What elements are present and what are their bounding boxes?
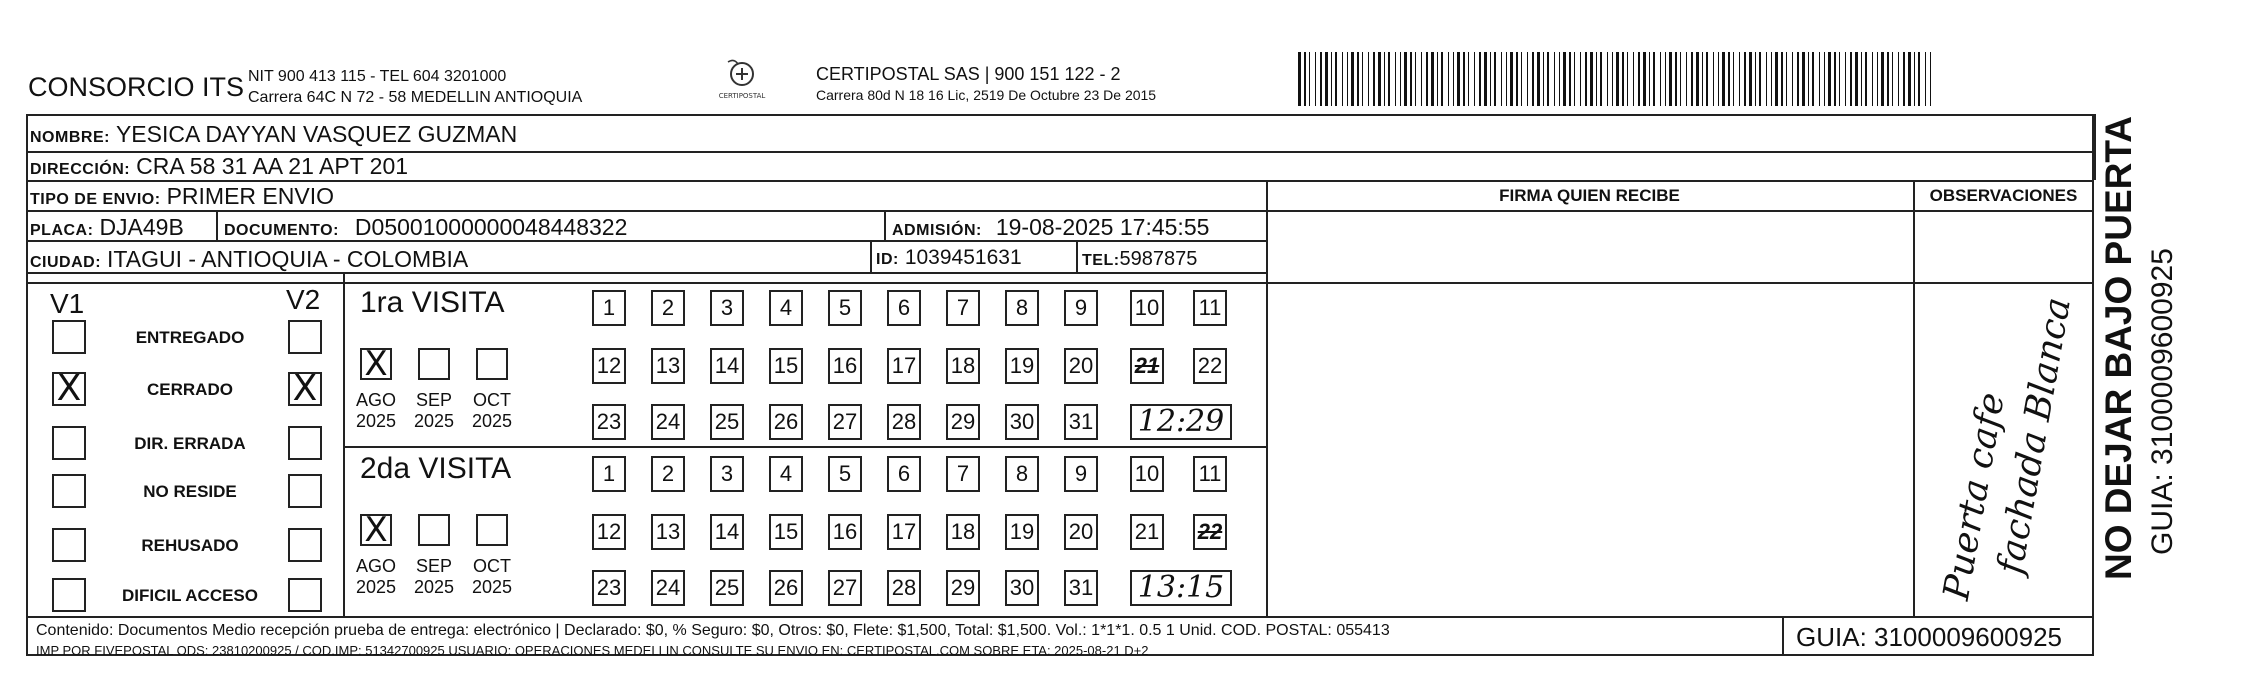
day-box[interactable]: 23 <box>592 570 626 606</box>
barcode-bar <box>1574 52 1575 106</box>
barcode-bar <box>1543 52 1544 106</box>
barcode-bar <box>1686 52 1687 106</box>
day-box[interactable]: 6 <box>887 290 921 326</box>
month-year: 2025 <box>355 411 397 431</box>
day-box[interactable]: 24 <box>651 404 685 440</box>
barcode-bar <box>1501 52 1502 106</box>
day-box[interactable]: 14 <box>710 348 744 384</box>
status-option-label: CERRADO <box>147 380 233 399</box>
barcode-bar <box>1653 52 1655 106</box>
barcode-bar <box>1431 52 1434 106</box>
barcode-bar <box>1702 52 1703 106</box>
barcode-bar <box>1643 52 1646 106</box>
barcode-bar <box>1930 52 1931 106</box>
day-box[interactable]: 15 <box>769 514 803 550</box>
no-dejar-bajo-puerta: NO DEJAR BAJO PUERTA <box>2098 116 2139 580</box>
month-checkbox[interactable] <box>418 514 450 546</box>
day-box[interactable]: 9 <box>1064 290 1098 326</box>
barcode-bar <box>1298 52 1301 106</box>
v1-checkbox[interactable] <box>52 578 86 612</box>
v1-checkbox[interactable]: X <box>52 372 86 406</box>
ciudad-value: ITAGUI - ANTIOQUIA - COLOMBIA <box>107 246 469 272</box>
day-box[interactable]: 17 <box>887 514 921 550</box>
month-label <box>350 390 402 432</box>
month-label <box>408 556 460 598</box>
barcode-bar <box>1733 52 1734 106</box>
barcode-bar <box>1660 52 1661 106</box>
barcode-bar <box>1855 52 1858 106</box>
day-box[interactable]: 27 <box>828 570 862 606</box>
tipo-envio-label: TIPO DE ENVIO: <box>30 191 161 208</box>
barcode-bar <box>1696 52 1699 106</box>
month-checkbox[interactable] <box>476 514 508 546</box>
day-box[interactable]: 30 <box>1005 404 1039 440</box>
barcode-bar <box>1828 52 1831 106</box>
barcode-bar <box>1908 52 1911 106</box>
barcode-bar <box>1627 52 1628 106</box>
barcode-bar <box>1569 52 1571 106</box>
barcode-bar <box>1347 52 1348 106</box>
barcode-bar <box>1516 52 1518 106</box>
barcode-bar <box>1415 52 1416 106</box>
barcode-bar <box>1728 52 1730 106</box>
tipo-envio-value: PRIMER ENVIO <box>166 183 334 209</box>
day-box[interactable]: 14 <box>710 514 744 550</box>
month-name: OCT <box>473 390 511 410</box>
day-box[interactable]: 29 <box>946 404 980 440</box>
v2-checkbox[interactable] <box>288 474 322 508</box>
barcode-bar <box>1325 52 1328 106</box>
month-checkbox[interactable] <box>418 348 450 380</box>
barcode-bar <box>1713 52 1714 106</box>
v2-label: V2 <box>286 284 321 315</box>
direccion-value: CRA 58 31 AA 21 APT 201 <box>136 153 409 179</box>
barcode-bar <box>1771 52 1772 106</box>
barcode-bar <box>1755 52 1756 106</box>
barcode-bar <box>1315 52 1316 106</box>
barcode-bar <box>1563 52 1566 106</box>
footer-guia: GUIA: 3100009600925 <box>1796 622 2062 652</box>
barcode-bar <box>1559 52 1560 106</box>
month-year: 2025 <box>471 411 513 431</box>
v2-checkbox[interactable] <box>288 320 322 354</box>
barcode-bar <box>1342 52 1343 106</box>
company-nit: NIT 900 413 115 - TEL 604 3201000 <box>248 68 507 85</box>
day-box[interactable]: 18 <box>946 514 980 550</box>
footer-imp: IMP POR FIVEPOSTAL ODS: 23810200925 / COD.IMP: 51342700925 USUARIO: OPERACIONES MEDELLIN CONSULTE SU ENVIO EN: CERTIPOSTAL.COM SOBRE ETA: 2025-08-21 D+2 <box>36 643 1149 658</box>
barcode-bar <box>1759 52 1761 106</box>
day-box[interactable]: 19 <box>1005 514 1039 550</box>
day-box[interactable]: 27 <box>828 404 862 440</box>
barcode-bar <box>1633 52 1634 106</box>
v2-checkbox[interactable] <box>288 578 322 612</box>
barcode-bar <box>1812 52 1814 106</box>
month-year: 2025 <box>413 577 455 597</box>
barcode-bar <box>1718 52 1719 106</box>
barcode-bar <box>1792 52 1793 106</box>
barcode-bar <box>1781 52 1783 106</box>
id-value: 1039451631 <box>904 246 1022 269</box>
documento-row <box>224 214 627 241</box>
barcode-bar <box>1914 52 1915 106</box>
tipo-envio-row <box>30 183 334 210</box>
direccion-label: DIRECCIÓN: <box>30 161 131 178</box>
barcode-bar <box>1892 52 1893 106</box>
id-label: ID: <box>876 251 899 268</box>
barcode-bar <box>1600 52 1602 106</box>
barcode-bar <box>1479 52 1481 106</box>
visit-title: 1ra VISITA <box>360 286 505 319</box>
day-box[interactable]: 11 <box>1193 290 1227 326</box>
month-label <box>466 390 518 432</box>
day-box[interactable]: 18 <box>946 348 980 384</box>
day-box[interactable]: 1 <box>592 456 626 492</box>
day-box[interactable]: 20 <box>1064 514 1098 550</box>
placa-value: DJA49B <box>99 214 184 240</box>
barcode-bar <box>1845 52 1846 106</box>
barcode-bar <box>1786 52 1787 106</box>
direccion-row <box>30 153 408 180</box>
nombre-label: NOMBRE: <box>30 129 110 146</box>
day-box[interactable]: 10 <box>1130 456 1164 492</box>
barcode-bar <box>1490 52 1491 106</box>
month-name: AGO <box>355 556 396 576</box>
barcode-bar <box>1585 52 1587 106</box>
courier-info <box>816 64 1156 106</box>
month-label <box>466 556 518 598</box>
day-box[interactable]: 29 <box>946 570 980 606</box>
month-checkbox[interactable]: X <box>360 514 392 546</box>
barcode-bar <box>1865 52 1867 106</box>
day-box[interactable]: 9 <box>1064 456 1098 492</box>
placa-row <box>30 214 184 241</box>
barcode-bar <box>1881 52 1884 106</box>
barcode-bar <box>1824 52 1825 106</box>
status-option-label: ENTREGADO <box>135 328 245 347</box>
barcode-bar <box>1309 52 1310 106</box>
day-box[interactable]: 28 <box>887 570 921 606</box>
logo-text: CERTIPOSTAL <box>718 92 766 100</box>
day-box[interactable]: 15 <box>769 348 803 384</box>
barcode-bar <box>1802 52 1805 106</box>
barcode <box>1298 52 1934 106</box>
side-guia: GUIA: 3100009600925 <box>2146 248 2179 555</box>
barcode-bar <box>1395 52 1396 106</box>
day-box[interactable]: 5 <box>828 456 862 492</box>
month-label <box>408 390 460 432</box>
admision-row <box>892 214 1209 241</box>
barcode-bar <box>1877 52 1878 106</box>
barcode-bar <box>1421 52 1422 106</box>
day-box[interactable]: 31 <box>1064 404 1098 440</box>
barcode-bar <box>1373 52 1375 106</box>
day-box[interactable]: 7 <box>946 456 980 492</box>
barcode-bar <box>1554 52 1555 106</box>
day-box[interactable]: 3 <box>710 456 744 492</box>
barcode-bar <box>1638 52 1640 106</box>
barcode-bar <box>1612 52 1613 106</box>
barcode-bar <box>1925 52 1926 106</box>
documento-label: DOCUMENTO: <box>224 222 339 239</box>
barcode-bar <box>1834 52 1836 106</box>
barcode-bar <box>1590 52 1593 106</box>
barcode-bar <box>1675 52 1677 106</box>
month-checkbox[interactable] <box>476 348 508 380</box>
day-box[interactable]: 7 <box>946 290 980 326</box>
day-box[interactable]: 26 <box>769 404 803 440</box>
day-box[interactable]: 4 <box>769 456 803 492</box>
day-box[interactable]: 6 <box>887 456 921 492</box>
observaciones-header: OBSERVACIONES <box>1929 186 2078 205</box>
barcode-bar <box>1484 52 1487 106</box>
courier-name: CERTIPOSTAL SAS | 900 151 122 - 2 <box>816 64 1121 84</box>
placa-label: PLACA: <box>30 222 94 239</box>
barcode-bar <box>1722 52 1725 106</box>
day-box[interactable]: 2 <box>651 290 685 326</box>
visit-time: 12:29 <box>1130 404 1232 440</box>
barcode-bar <box>1384 52 1385 106</box>
barcode-bar <box>1400 52 1401 106</box>
visit-title: 2da VISITA <box>360 452 512 485</box>
day-box[interactable]: 3 <box>710 290 744 326</box>
barcode-bar <box>1744 52 1746 106</box>
id-row <box>876 246 1022 270</box>
month-year: 2025 <box>471 577 513 597</box>
day-box[interactable]: 23 <box>592 404 626 440</box>
v2-checkbox[interactable] <box>288 426 322 460</box>
barcode-bar <box>1426 52 1428 106</box>
status-option-label: DIR. ERRADA <box>134 434 246 453</box>
month-label <box>350 556 402 598</box>
barcode-bar <box>1388 52 1390 106</box>
month-name: OCT <box>473 556 511 576</box>
footer-contenido: Contenido: Documentos Medio recepción prueba de entrega: electrónico | Declarado: $0, % Seguro: $0, Otros: $0, Flete: $1,500, Total: $1,500. Vol.: 1*1*1. 0.5 1 Unid. COD. POSTAL: 055413 <box>36 622 1390 639</box>
barcode-bar <box>1457 52 1460 106</box>
barcode-bar <box>1749 52 1752 106</box>
month-checkbox[interactable]: X <box>360 348 392 380</box>
barcode-bar <box>1887 52 1889 106</box>
month-name: SEP <box>415 390 453 410</box>
barcode-bar <box>1775 52 1778 106</box>
barcode-bar <box>1368 52 1369 106</box>
barcode-bar <box>1510 52 1513 106</box>
ciudad-row <box>30 246 468 273</box>
barcode-bar <box>1898 52 1899 106</box>
month-name: AGO <box>355 390 396 410</box>
status-option-label: NO RESIDE <box>143 482 237 501</box>
day-box[interactable]: 24 <box>651 570 685 606</box>
status-option-label: DIFICIL ACCESO <box>121 586 258 605</box>
day-box[interactable]: 5 <box>828 290 862 326</box>
barcode-bar <box>1739 52 1740 106</box>
firma-header: FIRMA QUIEN RECIBE <box>1499 186 1680 205</box>
day-box[interactable]: 28 <box>887 404 921 440</box>
day-box[interactable]: 10 <box>1130 290 1164 326</box>
barcode-bar <box>1320 52 1322 106</box>
day-box[interactable]: 8 <box>1005 456 1039 492</box>
barcode-bar <box>1468 52 1469 106</box>
certipostal-logo <box>712 56 772 104</box>
day-box[interactable]: 20 <box>1064 348 1098 384</box>
barcode-bar <box>1622 52 1624 106</box>
month-year: 2025 <box>413 411 455 431</box>
barcode-bar <box>1410 52 1412 106</box>
day-box[interactable]: 8 <box>1005 290 1039 326</box>
barcode-bar <box>1437 52 1438 106</box>
barcode-bar <box>1474 52 1475 106</box>
v1-checkbox[interactable] <box>52 426 86 460</box>
day-box[interactable]: 26 <box>769 570 803 606</box>
barcode-bar <box>1580 52 1581 106</box>
barcode-bar <box>1918 52 1920 106</box>
status-option-label: REHUSADO <box>141 536 239 555</box>
barcode-bar <box>1527 52 1528 106</box>
barcode-bar <box>1404 52 1407 106</box>
month-year: 2025 <box>355 577 397 597</box>
month-name: SEP <box>415 556 453 576</box>
nombre-row <box>30 121 517 148</box>
day-box[interactable]: 13 <box>651 514 685 550</box>
day-box[interactable]: 13 <box>651 348 685 384</box>
v1-label: V1 <box>50 288 85 319</box>
company-info <box>248 66 582 108</box>
day-box[interactable]: 31 <box>1064 570 1098 606</box>
barcode-bar <box>1378 52 1381 106</box>
day-box[interactable]: 12 <box>592 514 626 550</box>
v2-checkbox[interactable] <box>288 528 322 562</box>
barcode-bar <box>1506 52 1507 106</box>
barcode-bar <box>1669 52 1672 106</box>
nombre-value: YESICA DAYYAN VASQUEZ GUZMAN <box>115 121 518 147</box>
observacion-line-2: fachada Blanca <box>1990 294 2079 578</box>
courier-address: Carrera 80d N 18 16 Lic, 2519 De Octubre 23 De 2015 <box>816 87 1157 103</box>
day-box[interactable]: 22 <box>1193 348 1227 384</box>
documento-value: D05001000000048448322 <box>354 214 628 240</box>
barcode-bar <box>1616 52 1619 106</box>
day-box[interactable]: 17 <box>887 348 921 384</box>
barcode-bar <box>1861 52 1862 106</box>
day-box[interactable]: 25 <box>710 570 744 606</box>
barcode-bar <box>1797 52 1799 106</box>
barcode-bar <box>1547 52 1549 106</box>
barcode-bar <box>1532 52 1534 106</box>
barcode-bar <box>1808 52 1809 106</box>
ciudad-label: CIUDAD: <box>30 254 102 271</box>
barcode-bar <box>1649 52 1650 106</box>
barcode-bar <box>1607 52 1608 106</box>
tel-row <box>1082 248 1197 271</box>
barcode-bar <box>1537 52 1540 106</box>
v1-checkbox[interactable] <box>52 320 86 354</box>
v1-checkbox[interactable] <box>52 474 86 508</box>
barcode-bar <box>1335 52 1337 106</box>
signature-area[interactable] <box>1266 210 1913 616</box>
company-name: CONSORCIO ITS <box>28 72 245 102</box>
barcode-bar <box>1521 52 1522 106</box>
barcode-bar <box>1872 52 1873 106</box>
admision-label: ADMISIÓN: <box>892 222 982 239</box>
barcode-bar <box>1706 52 1708 106</box>
barcode-bar <box>1665 52 1666 106</box>
observacion-line-1: Puerta cafe <box>1936 389 2013 604</box>
tel-value: 5987875 <box>1119 248 1198 270</box>
barcode-bar <box>1448 52 1449 106</box>
day-box[interactable]: 25 <box>710 404 744 440</box>
barcode-bar <box>1819 52 1820 106</box>
visit-time: 13:15 <box>1130 570 1232 606</box>
barcode-bar <box>1680 52 1681 106</box>
barcode-bar <box>1691 52 1693 106</box>
day-box[interactable]: 16 <box>828 514 862 550</box>
company-address: Carrera 64C N 72 - 58 MEDELLIN ANTIOQUIA <box>248 89 583 106</box>
barcode-bar <box>1850 52 1852 106</box>
day-box[interactable]: 12 <box>592 348 626 384</box>
day-box[interactable]: 1 <box>592 290 626 326</box>
day-box[interactable]: 11 <box>1193 456 1227 492</box>
barcode-bar <box>1494 52 1496 106</box>
barcode-bar <box>1331 52 1332 106</box>
day-box[interactable]: 21 <box>1130 514 1164 550</box>
admision-value: 19-08-2025 17:45:55 <box>995 214 1210 240</box>
barcode-bar <box>1453 52 1454 106</box>
barcode-bar <box>1441 52 1443 106</box>
day-box[interactable]: 2 <box>651 456 685 492</box>
barcode-bar <box>1357 52 1359 106</box>
barcode-bar <box>1596 52 1597 106</box>
day-box[interactable]: 22 <box>1193 514 1227 550</box>
day-box[interactable]: 16 <box>828 348 862 384</box>
barcode-bar <box>1463 52 1465 106</box>
day-box[interactable]: 30 <box>1005 570 1039 606</box>
barcode-bar <box>1304 52 1306 106</box>
barcode-bar <box>1903 52 1905 106</box>
barcode-bar <box>1362 52 1363 106</box>
day-box[interactable]: 19 <box>1005 348 1039 384</box>
barcode-bar <box>1351 52 1354 106</box>
barcode-bar <box>1839 52 1840 106</box>
day-box[interactable]: 21 <box>1130 348 1164 384</box>
day-box[interactable]: 4 <box>769 290 803 326</box>
v1-checkbox[interactable] <box>52 528 86 562</box>
barcode-bar <box>1766 52 1767 106</box>
tel-label: TEL: <box>1082 252 1120 269</box>
v2-checkbox[interactable]: X <box>288 372 322 406</box>
